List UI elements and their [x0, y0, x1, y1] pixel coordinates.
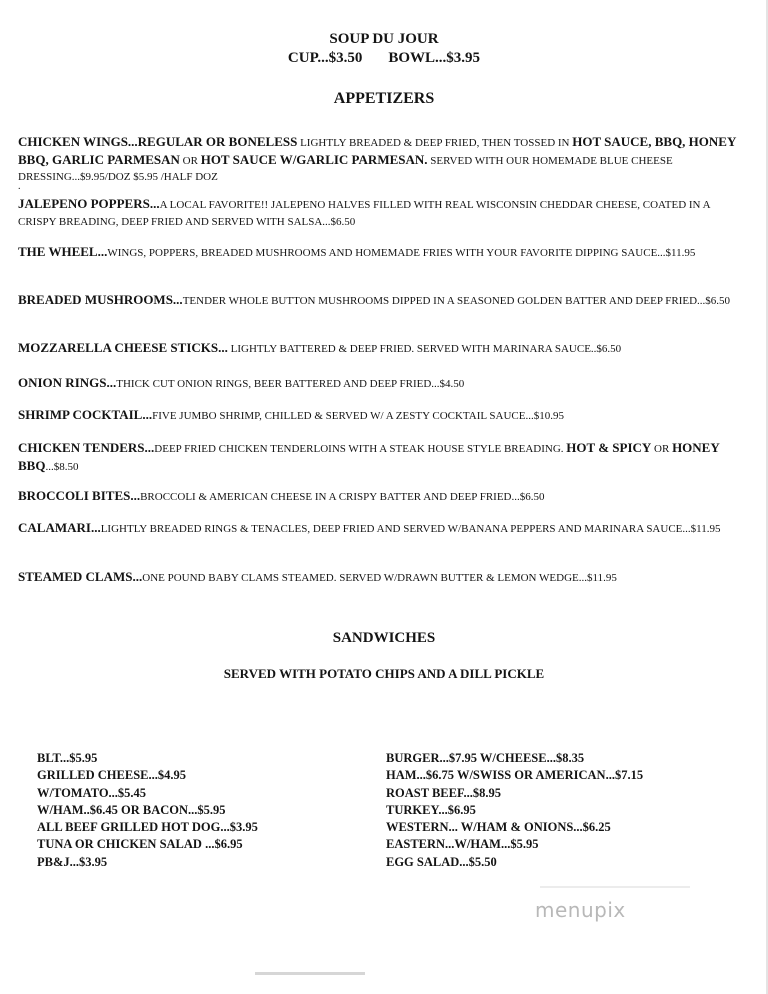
item-onion-rings	[18, 375, 748, 393]
appetizers-heading: APPETIZERS	[333, 90, 435, 107]
item-desc: LIGHTLY BATTERED & DEEP FRIED. SERVED WITH MARINARA SAUCE..$6.50	[227, 343, 622, 355]
item-desc: THICK CUT ONION RINGS, BEER BATTERED AND DEEP FRIED...$4.50	[116, 378, 465, 390]
item-name: CALAMARI...	[18, 520, 101, 535]
item-name: STEAMED CLAMS...	[18, 569, 143, 584]
item-name: MOZZARELLA CHEESE STICKS...	[18, 340, 228, 355]
list-item: ROAST BEEF...$8.95	[386, 785, 501, 800]
scan-smudge	[255, 972, 365, 975]
item-option: HOT SAUCE, BBQ, HONEY BBQ, GARLIC PARMESAN	[18, 134, 736, 167]
item-desc: ONE POUND BABY CLAMS STEAMED. SERVED W/DRAWN BUTTER & LEMON WEDGE...$11.95	[142, 572, 617, 584]
list-item: ALL BEEF GRILLED HOT DOG...$3.95	[37, 820, 258, 835]
item-desc: OR	[179, 154, 201, 167]
item-desc: A LOCAL FAVORITE!! JALEPENO HALVES FILLED WITH REAL WISCONSIN CHEDDAR CHEESE, COATED IN A CRISPY BREADING, DEEP FRIED AND SERVED WITH SALSA...$6.50	[18, 199, 710, 228]
item-name: BROCCOLI BITES...	[18, 488, 141, 503]
list-item: BURGER...$7.95 W/CHEESE...$8.35	[386, 751, 585, 765]
item-price: ...$8.50	[45, 460, 79, 473]
sandwich-list-left	[37, 750, 258, 871]
item-option: HONEY BBQ	[18, 440, 720, 473]
sandwiches-heading: SANDWICHES	[332, 630, 436, 646]
item-desc: TENDER WHOLE BUTTON MUSHROOMS DIPPED IN A SEASONED GOLDEN BATTER AND DEEP FRIED...$6.50	[182, 295, 731, 307]
item-name: JALEPENO POPPERS...	[18, 196, 160, 211]
soup-title: SOUP DU JOUR	[329, 31, 439, 47]
list-item: EASTERN...W/HAM...$5.95	[386, 837, 539, 852]
item-desc: BROCCOLI & AMERICAN CHEESE IN A CRISPY BATTER AND DEEP FRIED...$6.50	[140, 491, 545, 503]
list-item: W/HAM..$6.45 OR BACON...$5.95	[37, 802, 226, 817]
list-item: WESTERN... W/HAM & ONIONS...$6.25	[386, 820, 611, 835]
item-breaded-mushrooms	[18, 292, 748, 310]
soup-prices	[0, 50, 768, 67]
list-item: EGG SALAD...$5.50	[386, 854, 497, 869]
item-chicken-tenders	[18, 440, 748, 475]
sandwiches-subheading: SERVED WITH POTATO CHIPS AND A DILL PICKLE	[223, 666, 545, 681]
stray-mark: .	[18, 181, 21, 192]
item-the-wheel	[18, 244, 748, 262]
item-name: CHICKEN WINGS...REGULAR OR BONELESS	[18, 134, 298, 149]
list-item: HAM...$6.75 W/SWISS OR AMERICAN...$7.15	[386, 768, 644, 783]
list-item: TUNA OR CHICKEN SALAD ...$6.95	[37, 837, 243, 852]
soup-bowl-price: BOWL...$3.95	[388, 50, 481, 66]
item-desc: DEEP FRIED CHICKEN TENDERLOINS WITH A STEAK HOUSE STYLE BREADING.	[154, 443, 567, 455]
item-mozzarella-sticks	[18, 340, 748, 358]
item-name: BREADED MUSHROOMS...	[18, 292, 183, 307]
list-item: TURKEY...$6.95	[386, 802, 476, 817]
item-desc: LIGHTLY BREADED & DEEP FRIED, THEN TOSSED IN	[297, 137, 573, 149]
list-item: PB&J...$3.95	[37, 854, 108, 869]
list-item: GRILLED CHEESE...$4.95	[37, 768, 186, 783]
sandwich-list-right	[386, 750, 643, 871]
item-desc: FIVE JUMBO SHRIMP, CHILLED & SERVED W/ A ZESTY COCKTAIL SAUCE...$10.95	[152, 410, 564, 422]
item-option: HOT & SPICY	[566, 440, 652, 455]
scan-smudge	[540, 886, 690, 888]
item-name: SHRIMP COCKTAIL...	[18, 407, 153, 422]
item-name: THE WHEEL...	[18, 244, 108, 259]
item-shrimp-cocktail	[18, 407, 748, 425]
item-chicken-wings	[18, 134, 748, 186]
item-desc: LIGHTLY BREADED RINGS & TENACLES, DEEP FRIED AND SERVED W/BANANA PEPPERS AND MARINARA SAUCE...$11.95	[100, 523, 721, 535]
item-desc: OR	[651, 443, 673, 455]
soup-cup-price: CUP...$3.50	[287, 50, 363, 66]
item-desc: SERVED WITH OUR HOMEMADE BLUE CHEESE DRESSING...$9.95/DOZ $5.95 /HALF DOZ	[18, 154, 673, 183]
item-calamari	[18, 520, 748, 538]
item-jalepeno-poppers	[18, 196, 748, 230]
watermark-logo: menupix	[535, 898, 626, 922]
item-desc: WINGS, POPPERS, BREADED MUSHROOMS AND HOMEMADE FRIES WITH YOUR FAVORITE DIPPING SAUCE...$11.95	[107, 247, 696, 259]
item-name: ONION RINGS...	[18, 375, 117, 390]
item-option: HOT SAUCE W/GARLIC PARMESAN.	[200, 151, 428, 167]
item-name: CHICKEN TENDERS...	[18, 440, 155, 455]
list-item: W/TOMATO...$5.45	[37, 785, 147, 800]
item-broccoli-bites	[18, 488, 748, 506]
item-steamed-clams	[18, 569, 748, 587]
list-item: BLT...$5.95	[37, 751, 98, 765]
